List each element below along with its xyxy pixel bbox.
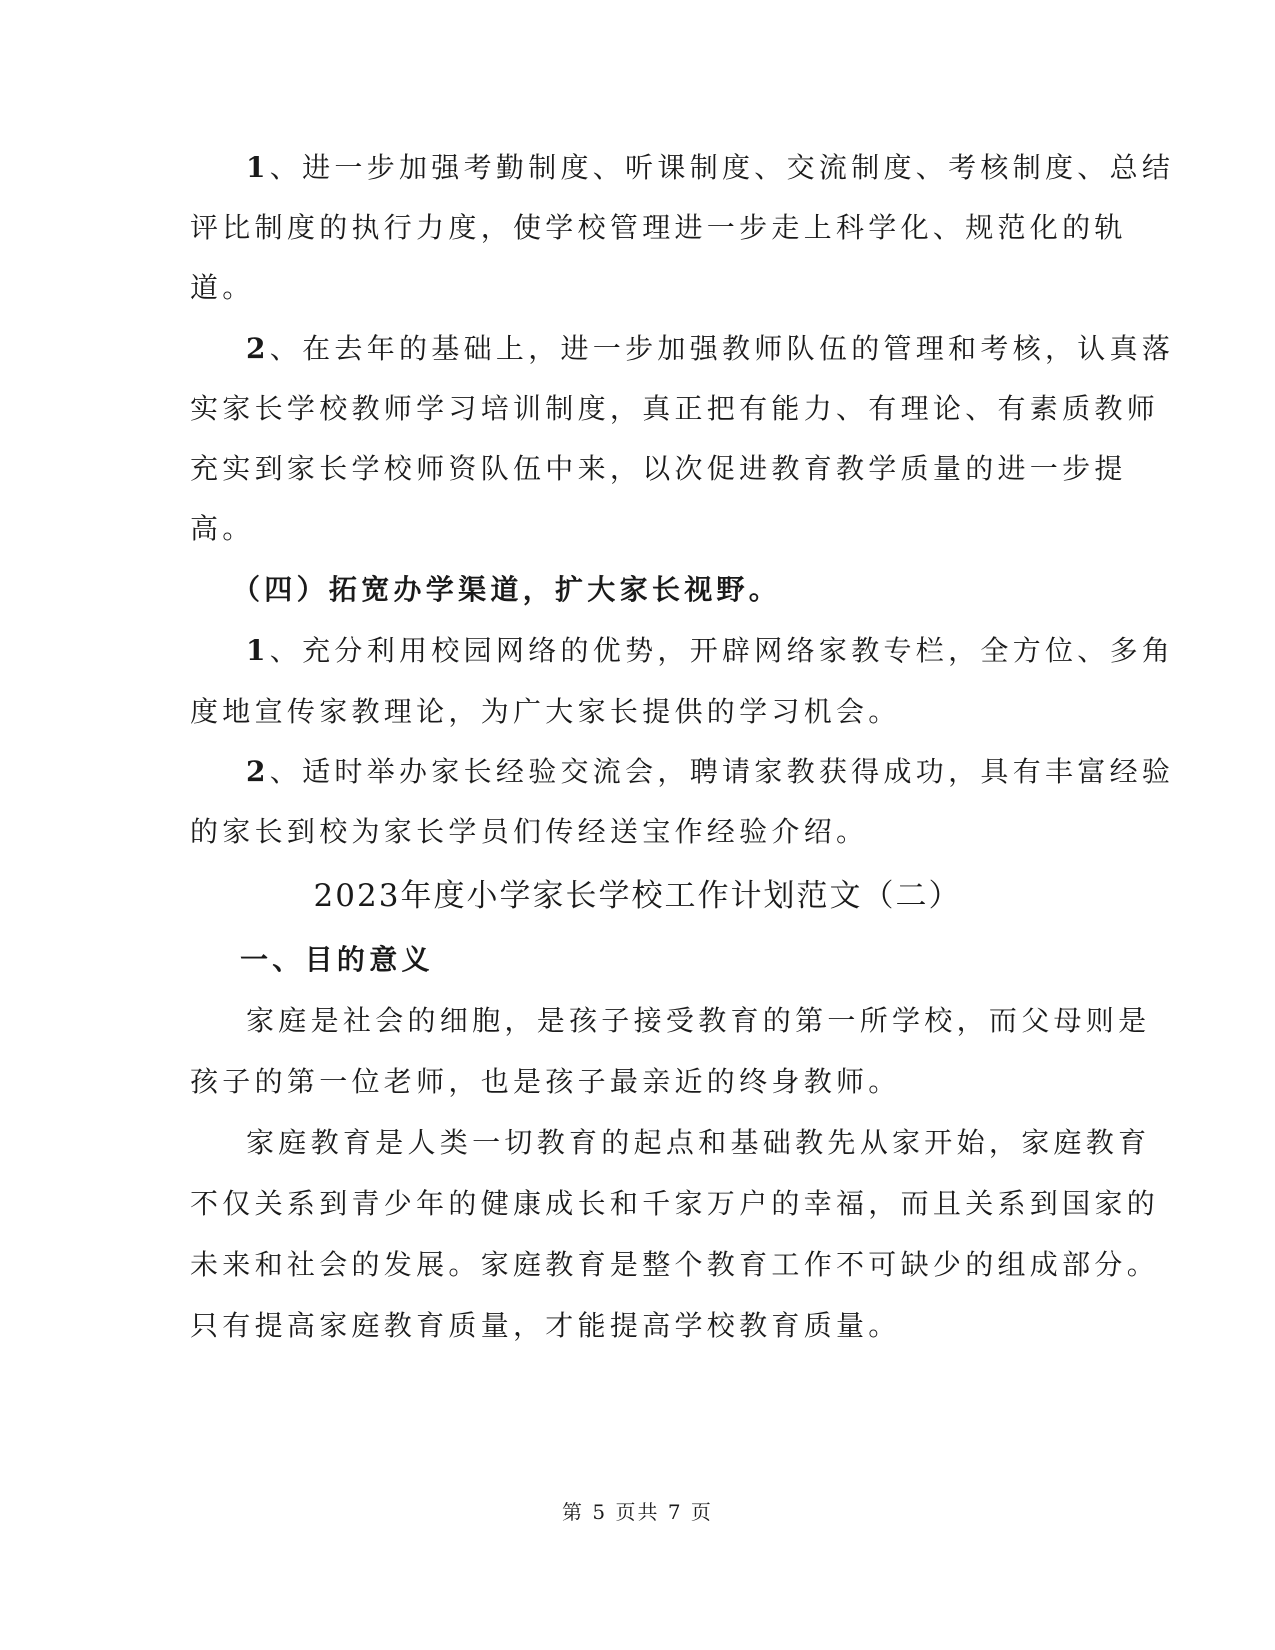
paragraph-line bbox=[246, 752, 1174, 792]
paragraph-line: 实家长学校教师学习培训制度，真正把有能力、有理论、有素质教师 bbox=[190, 392, 1160, 425]
paragraph-line: 度地宣传家教理论，为广大家长提供的学习机会。 bbox=[190, 695, 901, 728]
item-text: 、进一步加强考勤制度、听课制度、交流制度、考核制度、总结 bbox=[269, 151, 1175, 184]
item-text: 、在去年的基础上，进一步加强教师队伍的管理和考核，认真落 bbox=[269, 332, 1175, 365]
document-title: 2023年度小学家长学校工作计划范文（二） bbox=[313, 878, 962, 914]
paragraph-line: 未来和社会的发展。家庭教育是整个教育工作不可缺少的组成部分。 bbox=[190, 1248, 1160, 1281]
paragraph-line: 的家长到校为家长学员们传经送宝作经验介绍。 bbox=[190, 815, 869, 848]
paragraph-line bbox=[246, 631, 1174, 671]
item-number: 2 bbox=[246, 755, 270, 788]
paragraph-line: 只有提高家庭教育质量，才能提高学校教育质量。 bbox=[190, 1309, 901, 1342]
paragraph-line bbox=[246, 329, 1174, 369]
paragraph-line: 家庭教育是人类一切教育的起点和基础教先从家开始，家庭教育 bbox=[246, 1126, 1151, 1159]
item-number: 2 bbox=[246, 332, 270, 365]
paragraph-line: 评比制度的执行力度，使学校管理进一步走上科学化、规范化的轨 bbox=[190, 211, 1127, 244]
item-number: 1 bbox=[246, 151, 270, 184]
paragraph-line: 孩子的第一位老师，也是孩子最亲近的终身教师。 bbox=[190, 1065, 901, 1098]
paragraph-line: 高。 bbox=[190, 512, 255, 545]
paragraph-line: 家庭是社会的细胞，是孩子接受教育的第一所学校，而父母则是 bbox=[246, 1004, 1151, 1037]
item-text: 、适时举办家长经验交流会，聘请家教获得成功，具有丰富经验 bbox=[269, 755, 1175, 788]
item-text: 、充分利用校园网络的优势，开辟网络家教专栏，全方位、多角 bbox=[269, 634, 1175, 667]
item-number: 1 bbox=[246, 634, 270, 667]
paragraph-line: 道。 bbox=[190, 271, 255, 304]
paragraph-line: 充实到家长学校师资队伍中来，以次促进教育教学质量的进一步提 bbox=[190, 452, 1127, 485]
page-number: 第 5 页共 7 页 bbox=[562, 1500, 713, 1524]
section-heading: 一、目的意义 bbox=[240, 943, 434, 976]
section-heading: （四）拓宽办学渠道，扩大家长视野。 bbox=[232, 573, 782, 606]
paragraph-line bbox=[246, 148, 1174, 188]
paragraph-line: 不仅关系到青少年的健康成长和千家万户的幸福，而且关系到国家的 bbox=[190, 1187, 1160, 1220]
